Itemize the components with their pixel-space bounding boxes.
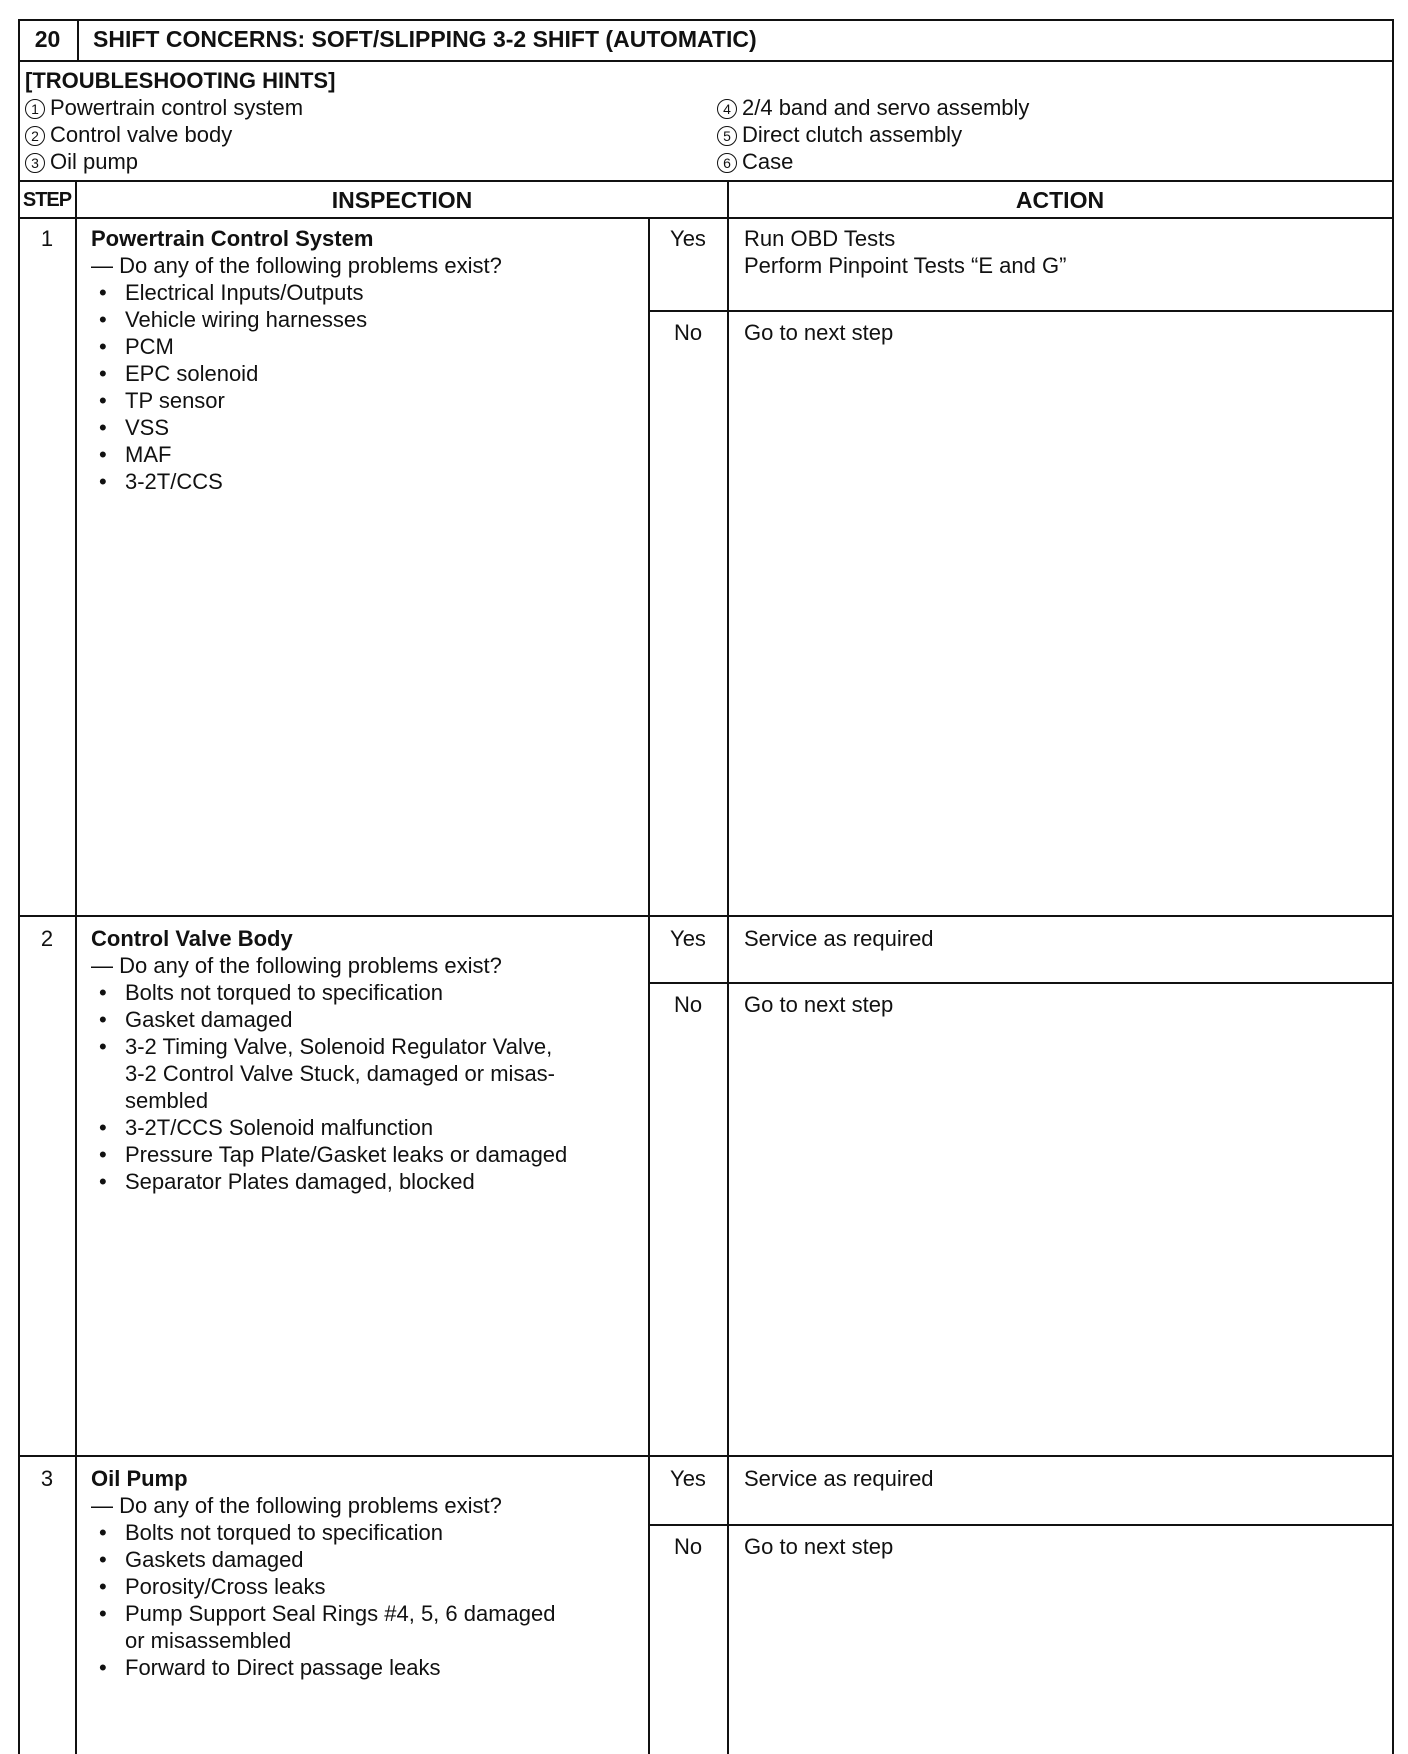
yesno-column-left-divider <box>648 217 650 1754</box>
list-item: • TP sensor <box>91 387 367 414</box>
column-header-action: ACTION <box>1015 187 1105 213</box>
circled-number: 6 <box>717 153 737 173</box>
list-item: • PCM <box>91 333 367 360</box>
column-header-step: STEP <box>22 189 72 211</box>
yes-label: Yes <box>670 926 706 951</box>
list-item: • VSS <box>91 414 367 441</box>
step-number: 1 <box>40 226 54 251</box>
hints-bottom-line <box>18 180 1394 182</box>
step-problem-list <box>91 279 367 495</box>
no-action: Go to next step <box>744 320 894 345</box>
step-number: 3 <box>40 1466 54 1491</box>
circled-number: 4 <box>717 99 737 119</box>
step-column-divider <box>75 180 77 1754</box>
hint-item: 5 Direct clutch assembly <box>717 121 962 148</box>
step2-yes-no-divider <box>648 982 1394 984</box>
list-item: • EPC solenoid <box>91 360 367 387</box>
list-item: • Forward to Direct passage leaks <box>91 1654 556 1681</box>
list-item: • Electrical Inputs/Outputs <box>91 279 367 306</box>
step-title: Powertrain Control System <box>91 226 374 251</box>
border-left <box>18 19 20 1754</box>
step-number: 2 <box>40 926 54 951</box>
step-prompt: — Do any of the following problems exist? <box>91 953 502 978</box>
column-header-bottom-line <box>18 217 1394 219</box>
list-item: • MAF <box>91 441 367 468</box>
list-item: • Bolts not torqued to specification <box>91 1519 556 1546</box>
hint-item: 4 2/4 band and servo assembly <box>717 94 1029 121</box>
step-problem-list <box>91 979 567 1195</box>
list-item: • Bolts not torqued to specification <box>91 979 567 1006</box>
step1-bottom-line <box>18 915 1394 917</box>
section-number: 20 <box>34 26 61 52</box>
step2-bottom-line <box>18 1455 1394 1457</box>
list-item: • Pump Support Seal Rings #4, 5, 6 damaged or misassembled <box>91 1600 556 1654</box>
hint-item: 2 Control valve body <box>25 121 232 148</box>
list-item: • 3-2 Timing Valve, Solenoid Regulator Valve, 3-2 Control Valve Stuck, damaged or misas- sembled <box>91 1033 567 1114</box>
list-item: • Gaskets damaged <box>91 1546 556 1573</box>
list-item: • 3-2T/CCS Solenoid malfunction <box>91 1114 567 1141</box>
list-item: • 3-2T/CCS <box>91 468 367 495</box>
border-top <box>18 19 1394 21</box>
no-action: Go to next step <box>744 1534 894 1559</box>
step-problem-list <box>91 1519 556 1681</box>
hints-title: [TROUBLESHOOTING HINTS] <box>25 68 336 93</box>
border-right <box>1392 19 1394 1754</box>
yes-action-line: Run OBD Tests <box>744 226 896 251</box>
section-title: SHIFT CONCERNS: SOFT/SLIPPING 3-2 SHIFT (AUTOMATIC) <box>93 26 757 52</box>
list-item: • Vehicle wiring harnesses <box>91 306 367 333</box>
step-title: Oil Pump <box>91 1466 188 1491</box>
step-prompt: — Do any of the following problems exist? <box>91 253 502 278</box>
yesno-column-right-divider <box>727 217 729 1754</box>
list-item: • Pressure Tap Plate/Gasket leaks or damaged <box>91 1141 567 1168</box>
header-number-divider <box>77 19 79 61</box>
list-item: • Porosity/Cross leaks <box>91 1573 556 1600</box>
no-action: Go to next step <box>744 992 894 1017</box>
circled-number: 5 <box>717 126 737 146</box>
hint-item: 1 Powertrain control system <box>25 94 303 121</box>
step-prompt: — Do any of the following problems exist? <box>91 1493 502 1518</box>
circled-number: 3 <box>25 153 45 173</box>
header-bottom-line <box>18 60 1394 62</box>
yes-label: Yes <box>670 226 706 251</box>
no-label: No <box>673 992 703 1017</box>
list-item: • Gasket damaged <box>91 1006 567 1033</box>
circled-number: 1 <box>25 99 45 119</box>
circled-number: 2 <box>25 126 45 146</box>
yes-label: Yes <box>670 1466 706 1491</box>
hint-item: 6 Case <box>717 148 793 175</box>
step3-yes-no-divider <box>648 1524 1394 1526</box>
no-label: No <box>673 320 703 345</box>
list-item: • Separator Plates damaged, blocked <box>91 1168 567 1195</box>
yes-action: Service as required <box>744 1466 934 1491</box>
step1-yes-no-divider <box>648 310 1394 312</box>
column-header-inspection: INSPECTION <box>331 187 473 213</box>
no-label: No <box>673 1534 703 1559</box>
hint-item: 3 Oil pump <box>25 148 138 175</box>
step-title: Control Valve Body <box>91 926 293 951</box>
yes-action-line: Perform Pinpoint Tests “E and G” <box>744 253 1067 278</box>
yes-action: Service as required <box>744 926 934 951</box>
